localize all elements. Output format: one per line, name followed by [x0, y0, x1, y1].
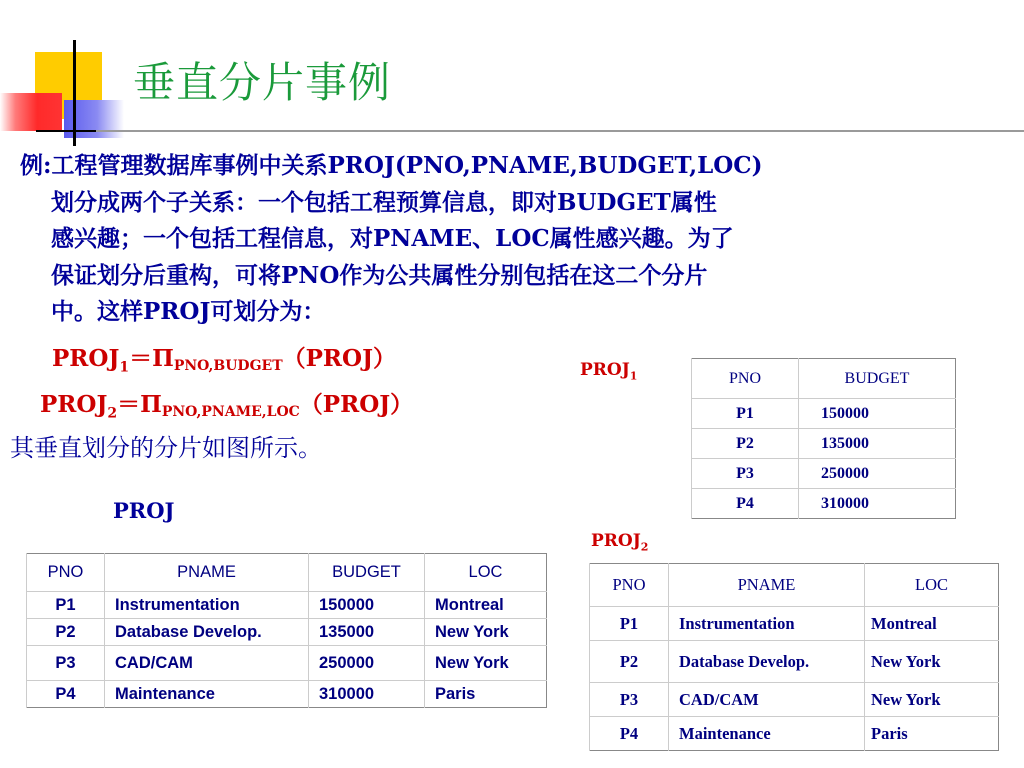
- table-cell: P2: [692, 429, 799, 459]
- proj-table-label: PROJ: [113, 498, 175, 523]
- formula-attrs: PNO,PNAME,LOC: [161, 404, 300, 420]
- table-header-cell: LOC: [425, 554, 547, 592]
- label-sub: 2: [640, 540, 649, 554]
- table-cell: CAD/CAM: [669, 683, 865, 717]
- table-cell: Montreal: [865, 607, 999, 641]
- table-row: [27, 646, 547, 681]
- table-cell: P3: [692, 459, 799, 489]
- conclusion-text: 其垂直划分的分片如图所示。: [10, 434, 322, 462]
- formula-attrs: PNO,BUDGET: [173, 358, 283, 374]
- label-name: PROJ: [591, 531, 641, 551]
- table-row: [692, 429, 956, 459]
- table-cell: 310000: [799, 489, 956, 519]
- table-cell: New York: [425, 619, 547, 646]
- formula-lhs: PROJ: [52, 345, 120, 372]
- table-row: [692, 399, 956, 429]
- table-cell: 250000: [309, 646, 425, 681]
- table-header-cell: LOC: [865, 564, 999, 607]
- table-header-row: [692, 359, 956, 399]
- table-header-cell: PNO: [692, 359, 799, 399]
- table-row: [590, 717, 999, 751]
- table-cell: Instrumentation: [105, 592, 309, 619]
- table-row: [590, 607, 999, 641]
- table-cell: 150000: [309, 592, 425, 619]
- table-header-cell: BUDGET: [799, 359, 956, 399]
- logo-red-bar: [0, 93, 62, 131]
- table-row: [692, 489, 956, 519]
- label-sub: 1: [629, 369, 638, 383]
- table-cell: New York: [425, 646, 547, 681]
- table-row: [27, 592, 547, 619]
- table-header-row: [27, 554, 547, 592]
- table-cell: New York: [865, 641, 999, 683]
- paragraph-line: 中。这样PROJ可划分为：: [51, 298, 326, 325]
- formula-lhs-sub: 1: [119, 359, 130, 376]
- table-cell: Instrumentation: [669, 607, 865, 641]
- table-row: [27, 681, 547, 708]
- table-cell: 250000: [799, 459, 956, 489]
- table-cell: P4: [590, 717, 669, 751]
- proj1-table: [691, 358, 956, 519]
- formula-proj1: [52, 340, 396, 376]
- table-cell: P4: [692, 489, 799, 519]
- table-cell: 135000: [799, 429, 956, 459]
- table-cell: 150000: [799, 399, 956, 429]
- table-row: [27, 619, 547, 646]
- table-cell: Paris: [865, 717, 999, 751]
- paragraph-line: 划分成两个子关系：一个包括工程预算信息，即对BUDGET属性: [51, 188, 717, 216]
- formula-lhs-sub: 2: [107, 405, 118, 422]
- formula-operator: ＝Π: [117, 391, 162, 418]
- table-cell: P1: [692, 399, 799, 429]
- table-cell: 135000: [309, 619, 425, 646]
- formula-rhs: （PROJ）: [282, 345, 396, 372]
- title-underline: [96, 130, 1024, 132]
- table-cell: Maintenance: [669, 717, 865, 751]
- table-cell: Database Develop.: [105, 619, 309, 646]
- formula-lhs: PROJ: [40, 391, 108, 418]
- table-header-cell: PNAME: [669, 564, 865, 607]
- table-cell: P4: [27, 681, 105, 708]
- table-header-cell: PNO: [27, 554, 105, 592]
- table-cell: P3: [27, 646, 105, 681]
- proj2-table: [589, 563, 999, 751]
- table-cell: CAD/CAM: [105, 646, 309, 681]
- table-cell: Montreal: [425, 592, 547, 619]
- table-cell: P1: [27, 592, 105, 619]
- table-cell: Maintenance: [105, 681, 309, 708]
- table-cell: 310000: [309, 681, 425, 708]
- formula-operator: ＝Π: [129, 345, 174, 372]
- table-cell: Database Develop.: [669, 641, 865, 683]
- table-cell: New York: [865, 683, 999, 717]
- table-cell: P1: [590, 607, 669, 641]
- body-paragraph: [20, 148, 970, 331]
- paragraph-line: 例:工程管理数据库事例中关系PROJ(PNO,PNAME,BUDGET,LOC): [20, 152, 763, 179]
- formula-rhs: （PROJ）: [299, 391, 414, 418]
- slide-title: 垂直分片事例: [133, 58, 392, 107]
- label-name: PROJ: [580, 360, 630, 380]
- table-header-cell: PNO: [590, 564, 669, 607]
- table-cell: P2: [27, 619, 105, 646]
- table-row: [692, 459, 956, 489]
- proj-table: [26, 553, 547, 708]
- paragraph-line: 保证划分后重构，可将PNO作为公共属性分别包括在这二个分片: [51, 261, 708, 289]
- table-cell: P3: [590, 683, 669, 717]
- table-header-cell: PNAME: [105, 554, 309, 592]
- table-row: [590, 683, 999, 717]
- paragraph-line: 感兴趣；一个包括工程信息，对PNAME、LOC属性感兴趣。为了: [51, 225, 734, 252]
- formula-proj2: [40, 386, 413, 422]
- table-row: [590, 641, 999, 683]
- table-header-row: [590, 564, 999, 607]
- proj1-table-label: [580, 360, 637, 382]
- table-cell: Paris: [425, 681, 547, 708]
- table-header-cell: BUDGET: [309, 554, 425, 592]
- table-cell: P2: [590, 641, 669, 683]
- proj2-table-label: [591, 531, 648, 553]
